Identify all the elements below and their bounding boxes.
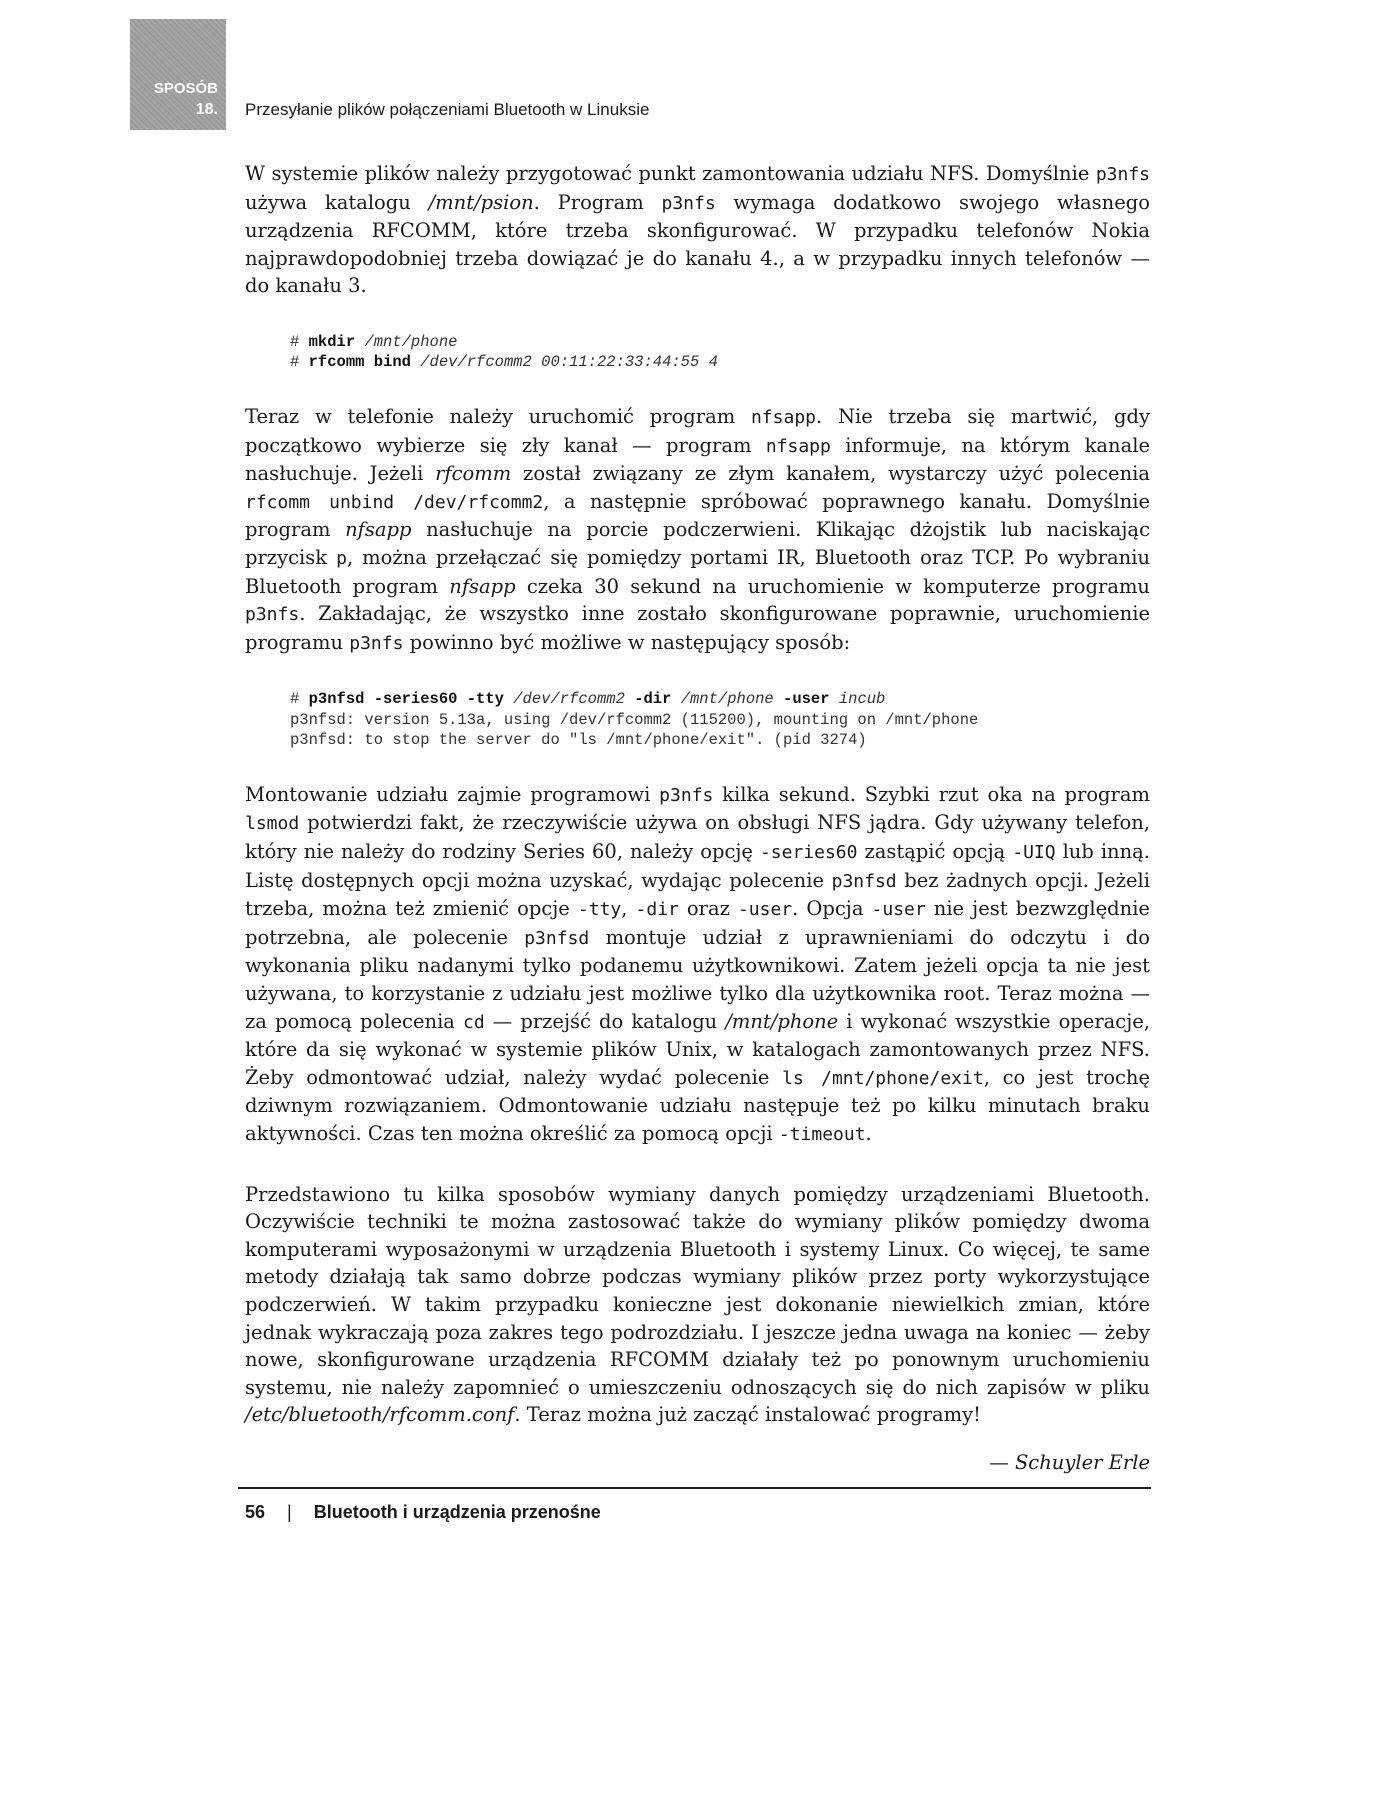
badge-label: SPOSÓB bbox=[153, 80, 218, 97]
badge-number: 18. bbox=[195, 101, 218, 118]
paragraph-4: Przedstawiono tu kilka sposobów wymiany danych pomiędzy urządzeniami Bluetooth. Oczywiście techniki te można zastosować także do wymiany plików pomiędzy dwoma komputerami wyposażonymi w urządzenia Bluetooth i systemy Linux. Co więcej, te same metody działają tak samo dobrze podczas wymiany plików przez porty wykorzystujące podczerwień. W takim przypadku konieczne jest dokonanie niewielkich zmian, które jednak wykraczają poza zakres tego podrozdziału. I jeszcze jedna uwaga na koniec — żeby nowe, skonfigurowane urządzenia RFCOMM działały też po ponownym uruchomieniu systemu, nie należy zapomnieć o umieszczeniu odnoszących się do nich zapisów w pliku /etc/bluetooth/rfcomm.conf. Teraz można już zacząć instalować programy! bbox=[245, 1182, 1150, 1427]
code-line: # mkdir /mnt/phone bbox=[290, 332, 458, 351]
book-title: Bluetooth i urządzenia przenośne bbox=[313, 1502, 601, 1522]
footer-rule bbox=[238, 1487, 1151, 1489]
code-line: # p3nfsd -series60 -tty /dev/rfcomm2 -dir /mnt/phone -user incub bbox=[290, 690, 886, 709]
page-number: 56 bbox=[245, 1502, 266, 1522]
paragraph-3: Montowanie udziału zajmie programowi p3nfs kilka sekund. Szybki rzut oka na program lsmod potwierdzi fakt, że rzeczywiście używa on obsługi NFS jądra. Gdy używany telefon, który nie należy do rodziny Series 60, należy opcję -series60 zastąpić opcją -UIQ lub inną. Listę dostępnych opcji można uzyskać, wydając polecenie p3nfsd bez żadnych opcji. Jeżeli trzeba, można też zmienić opcje -tty, -dir oraz -user. Opcja -user nie jest bezwzględnie potrzebna, ale polecenie p3nfsd montuje udział z uprawnieniami do odczytu i do wykonania pliku nadanymi tylko podanemu użytkownikowi. Zatem jeżeli opcja ta nie jest używana, to korzystanie z udziału jest możliwe tylko dla użytkownika root. Teraz można — za pomocą polecenia cd — przejść do katalogu /mnt/phone i wykonać wszystkie operacje, które da się wykonać w systemie plików Unix, w katalogach zamontowanych przez NFS. Żeby odmontować udział, należy wydać polecenie ls /mnt/phone/exit, co jest trochę dziwnym rozwiązaniem. Odmontowanie udziału następuje też po kilku minutach braku aktywności. Czas ten można określić za pomocą opcji -timeout. bbox=[245, 782, 1151, 1145]
paragraph-1: W systemie plików należy przygotować punkt zamontowania udziału NFS. Domyślnie p3nfs używa katalogu /mnt/psion. Program p3nfs wymaga dodatkowo swojego własnego urządzenia RFCOMM, które trzeba skonfigurować. W przypadku telefonów Nokia najprawdopodobniej trzeba dowiązać je do kanału 4., a w przypadku innych telefonów — do kanału 3. bbox=[245, 162, 1150, 298]
page-footer bbox=[245, 1502, 601, 1523]
running-header-title: Przesyłanie plików połączeniami Bluetooth w Linuksie bbox=[245, 100, 650, 119]
code-output-line: p3nfsd: version 5.13a, using /dev/rfcomm2 (115200), mounting on /mnt/phone bbox=[290, 710, 979, 729]
code-block-2 bbox=[290, 689, 1150, 751]
hack-number-badge bbox=[130, 19, 226, 130]
code-output-line: p3nfsd: to stop the server do "ls /mnt/phone/exit". (pid 3274) bbox=[290, 731, 867, 750]
paragraph-2: Teraz w telefonie należy uruchomić program nfsapp. Nie trzeba się martwić, gdy początkowo wybierze się zły kanał — program nfsapp informuje, na którym kanale nasłuchuje. Jeżeli rfcomm został związany ze złym kanałem, wystarczy użyć polecenia rfcomm unbind /dev/rfcomm2, a następnie spróbować poprawnego kanału. Domyślnie program nfsapp nasłuchuje na porcie podczerwieni. Klikając dżojstik lub naciskając przycisk p, można przełączać się pomiędzy portami IR, Bluetooth oraz TCP. Po wybraniu Bluetooth program nfsapp czeka 30 sekund na uruchomienie w komputerze programu p3nfs. Zakładając, że wszystko inne zostało skonfigurowane poprawnie, uruchomienie programu p3nfs powinno być możliwe w następujący sposób: bbox=[245, 404, 1151, 654]
author-signature: — Schuyler Erle bbox=[989, 1450, 1150, 1474]
footer-separator: | bbox=[287, 1502, 292, 1522]
code-block-1 bbox=[290, 332, 1150, 373]
code-line: # rfcomm bind /dev/rfcomm2 00:11:22:33:44:55 4 bbox=[290, 353, 718, 372]
page-body bbox=[245, 160, 1150, 1476]
